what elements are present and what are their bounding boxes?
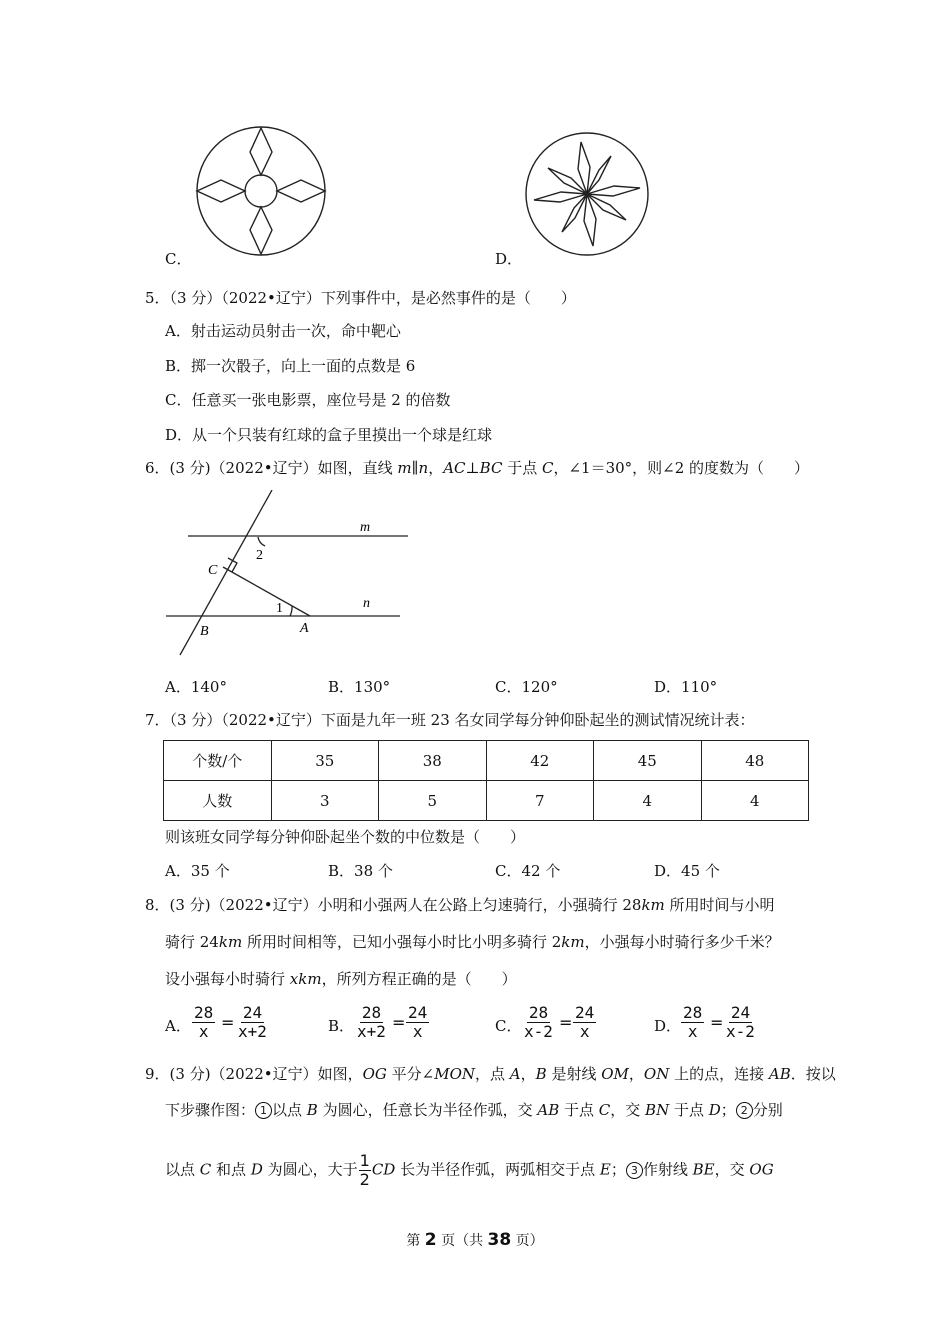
table-cell: 3 (271, 781, 379, 821)
table-cell: 42 (486, 741, 594, 781)
q7-statistics-table (163, 740, 809, 821)
q8-option-d-left-fraction: $\frac{28}{x}$ (683, 1003, 703, 1041)
q8-option-c-right-fraction: $\frac{24}{x}$ (575, 1003, 595, 1041)
q8-option-b-label: B． (328, 1017, 355, 1035)
q5-option-a: A．射击运动员射击一次，命中靶心 (165, 322, 401, 340)
q7-question: 则该班女同学每分钟仰卧起坐个数的中位数是（ ） (165, 828, 526, 846)
q8-option-d-right-fraction: $\frac{24}{x-2}$ (726, 1003, 755, 1041)
q6-label-angle2: 2 (256, 548, 263, 563)
q7-option-a: A．35 个 (165, 862, 230, 880)
table-cell: 7 (486, 781, 594, 821)
table-row (164, 781, 809, 821)
table-cell: 个数/个 (164, 741, 272, 781)
q6-option-c: C．120° (495, 678, 558, 696)
q6-label-m: m (360, 520, 371, 535)
page-footer: 第 2 页（共 38 页） (406, 1230, 544, 1250)
equals-sign: = (710, 1013, 724, 1032)
q6-option-d: D．110° (654, 678, 718, 696)
q5-stem: 5．（3 分）（2022•辽宁）下列事件中，是必然事件的是（ ） (145, 289, 576, 307)
q7-option-c: C．42 个 (495, 862, 561, 880)
q6-label-n: n (363, 596, 370, 611)
circled-number-3: 3 (626, 1162, 643, 1179)
q6-label-a: A (300, 621, 309, 636)
q8-option-a-label: A． (165, 1017, 191, 1035)
q6-option-a: A．140° (165, 678, 227, 696)
fraction-one-half: $\frac{1}{2}$ (359, 1151, 370, 1189)
q6-option-b: B．130° (328, 678, 391, 696)
table-row (164, 741, 809, 781)
table-cell: 4 (701, 781, 809, 821)
table-cell: 45 (594, 741, 702, 781)
figure-c-circle-rhombi (190, 122, 332, 264)
q8-line1: 8．(3 分)（2022•辽宁）小明和小强两人在公路上匀速骑行，小强骑行 28km 所用时间与小明 (145, 896, 775, 914)
table-cell: 48 (701, 741, 809, 781)
q7-option-b: B．38 个 (328, 862, 393, 880)
q5-option-d: D．从一个只装有红球的盒子里摸出一个球是红球 (165, 426, 493, 444)
q9-line3: 以点 C 和点 D 为圆心，大于 $\frac{1}{2}$ CD 长为半径作弧，两弧相交于点 E； 3 作射线 BE，交 OG (165, 1151, 774, 1189)
q8-option-c-left-fraction: $\frac{28}{x-2}$ (524, 1003, 553, 1041)
q6-label-b: B (200, 624, 209, 639)
q7-stem: 7．（3 分）（2022•辽宁）下面是九年一班 23 名女同学每分钟仰卧起坐的测试情况统计表： (145, 711, 755, 729)
q5-option-b: B．掷一次骰子，向上一面的点数是 6 (165, 357, 416, 375)
equals-sign: = (392, 1013, 406, 1032)
table-cell: 5 (379, 781, 487, 821)
q8-option-a-left-fraction: $\frac{28}{x}$ (194, 1003, 214, 1041)
table-cell: 人数 (164, 781, 272, 821)
equals-sign: = (221, 1013, 235, 1032)
q8-option-a-right-fraction: $\frac{24}{x+2}$ (238, 1003, 267, 1041)
equals-sign: = (559, 1013, 573, 1032)
q8-line2: 骑行 24km 所用时间相等，已知小强每小时比小明多骑行 2km，小强每小时骑行多少千米？ (165, 933, 780, 951)
q8-option-b-left-fraction: $\frac{28}{x+2}$ (357, 1003, 386, 1041)
q6-label-angle1: 1 (276, 601, 283, 616)
q7-option-d: D．45 个 (654, 862, 720, 880)
circled-number-1: 1 (255, 1102, 272, 1119)
q5-option-c: C．任意买一张电影票，座位号是 2 的倍数 (165, 391, 451, 409)
page-number: 2 (424, 1230, 437, 1250)
q6-stem: 6．(3 分)（2022•辽宁）如图，直线 m∥n，AC⊥BC 于点 C，∠1＝30°，则∠2 的度数为（ ） (145, 459, 810, 477)
circled-number-2: 2 (736, 1102, 753, 1119)
q8-line3: 设小强每小时骑行 xkm，所列方程正确的是（ ） (165, 970, 517, 988)
q6-geometry-figure (160, 490, 420, 670)
q8-option-d-label: D． (654, 1017, 682, 1035)
figure-c-label: C． (165, 250, 192, 268)
table-cell: 4 (594, 781, 702, 821)
page-total: 38 (487, 1230, 512, 1250)
q9-line2: 下步骤作图： 1 以点 B 为圆心，任意长为半径作弧，交 AB 于点 C，交 BN 于点 D； 2 分别 (165, 1101, 783, 1119)
q8-option-c-label: C． (495, 1017, 522, 1035)
q9-line1: 9．(3 分)（2022•辽宁）如图，OG 平分∠MON，点 A，B 是射线 OM，ON 上的点，连接 AB．按以 (145, 1065, 836, 1083)
table-cell: 38 (379, 741, 487, 781)
q6-label-c: C (208, 563, 218, 578)
table-cell: 35 (271, 741, 379, 781)
figure-d-label: D． (495, 250, 523, 268)
q8-option-b-right-fraction: $\frac{24}{x}$ (408, 1003, 428, 1041)
figure-d-circle-pinwheel (520, 128, 654, 262)
